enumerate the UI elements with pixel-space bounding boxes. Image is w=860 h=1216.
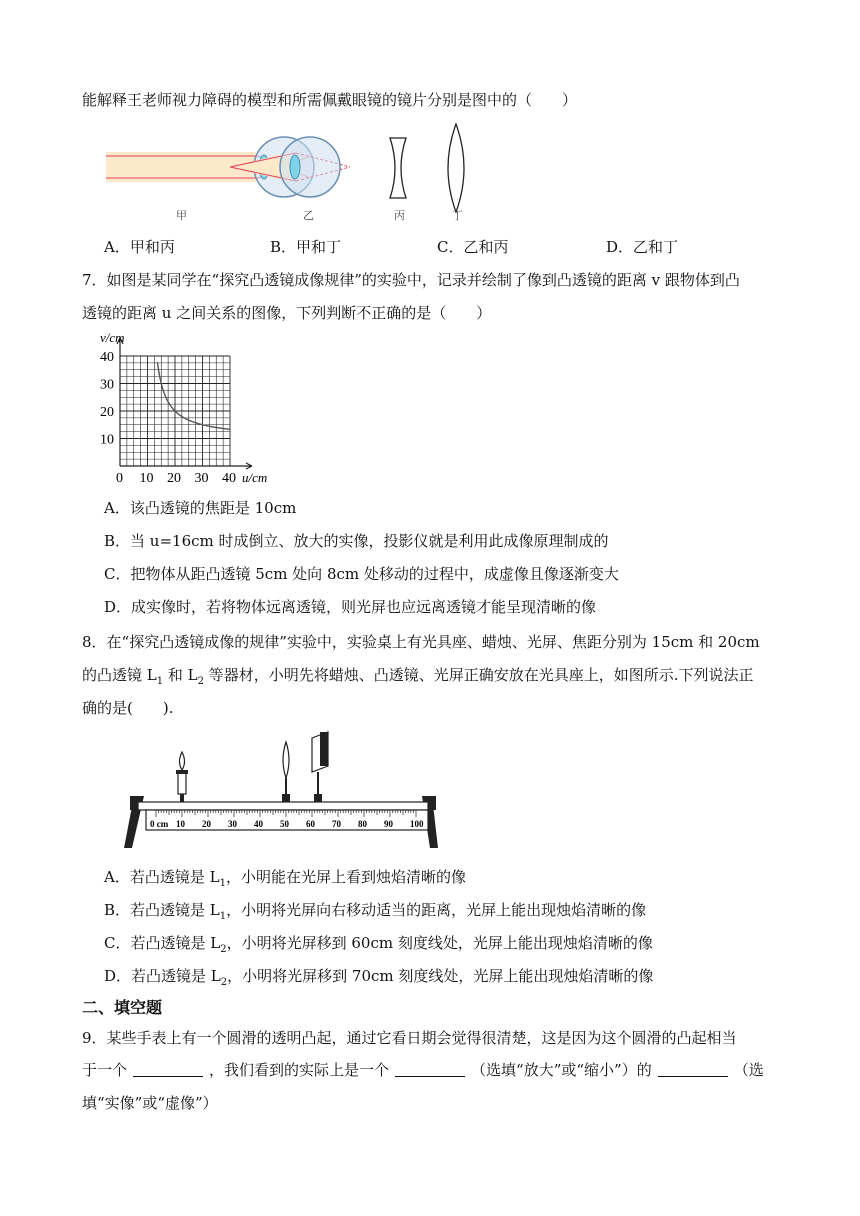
q8-option-b: B．若凸透镜是 $L_1$，小明将光屏向右移动适当的距离，光屏上能出现烛焰清晰的像 — [104, 901, 647, 922]
bench-tick-label: 50 — [280, 819, 289, 829]
q8-stem-line1: 8．在“探究凸透镜成像的规律”实验中，实验桌上有光具座、蜡烛、光屏、焦距分别为 15cm 和 20cm — [82, 633, 760, 651]
q6-option-b: B．甲和丁 — [270, 238, 342, 256]
q7-option-d: D．成实像时，若将物体远离透镜，则光屏也应远离透镜才能呈现清晰的像 — [104, 598, 597, 616]
chart-x-tick-label: 30 — [194, 471, 209, 486]
chart-y-tick-label: 20 — [100, 405, 114, 420]
lens — [282, 742, 290, 802]
q9-stem-line1: 9．某些手表上有一个圆滑的透明凸起，通过它看日期会觉得很清楚，这是因为这个圆滑的凸起相当 — [82, 1029, 737, 1047]
candle — [176, 752, 188, 802]
q9-blank-2[interactable] — [395, 1062, 465, 1077]
q7-stem-line2: 透镜的距离 u 之间关系的图像，下列判断不正确的是（ ） — [82, 304, 492, 322]
chart-y-label: v/cm — [100, 330, 125, 345]
q8-option-c: C．若凸透镜是 $L_2$，小明将光屏移到 60cm 刻度线处，光屏上能出现烛焰清晰的像 — [104, 934, 653, 955]
chart-y-tick-label: 30 — [100, 377, 114, 393]
optical-bench-figure — [120, 730, 440, 852]
chart-x-ticks — [116, 471, 236, 486]
q7-option-a: A．该凸透镜的焦距是 10cm — [104, 499, 297, 517]
bench-tick-label: 100 — [410, 819, 424, 829]
convex-lens-ding — [448, 124, 464, 212]
q9-blank-3[interactable] — [658, 1062, 728, 1077]
eye-diagram-yi — [230, 137, 350, 197]
bench-rail-top — [138, 802, 428, 810]
q6-option-a: A．甲和丙 — [104, 238, 175, 256]
bench-tick-label: 20 — [202, 819, 211, 829]
q9-stem-line2: 于一个 ，我们看到的实际上是一个 （选填“放大”或“缩小”）的 （选 — [82, 1061, 764, 1079]
chart-axes — [117, 338, 252, 469]
bench-tick-label: 80 — [358, 819, 367, 829]
q6-stem: 能解释王老师视力障碍的模型和所需佩戴眼镜的镜片分别是图中的（ ） — [82, 91, 578, 109]
chart-x-tick-label: 40 — [222, 471, 236, 486]
bench-tick-label: 10 — [176, 819, 185, 829]
chart-x-label: u/cm — [242, 470, 268, 485]
fig-label-ding: 丁 — [452, 209, 463, 222]
q8-stem-line2: 的凸透镜 $L_1$ 和 $L_2$ 等器材，小明先将蜡烛、凸透镜、光屏正确安放在光具座上，如图所示.下列说法正 — [82, 666, 754, 687]
bench-tick-label: 40 — [254, 819, 263, 829]
q6-option-c: C．乙和丙 — [437, 238, 509, 256]
q7-stem-line1: 7．如图是某同学在“探究凸透镜成像规律”的实验中，记录并绘制了像到凸透镜的距离 v 跟物体到凸 — [82, 271, 740, 289]
chart-x-tick-label: 10 — [139, 471, 154, 486]
q8-option-a: A．若凸透镜是 $L_1$，小明能在光屏上看到烛焰清晰的像 — [104, 868, 466, 889]
uv-chart — [90, 328, 290, 490]
chart-x-tick-label: 0 — [116, 471, 123, 486]
section-title-fill-in: 二、填空题 — [82, 998, 163, 1017]
fig-label-bing: 丙 — [394, 209, 405, 222]
fig-label-jia: 甲 — [176, 209, 187, 222]
bench-tick-label: 70 — [332, 819, 341, 829]
q7-option-b: B．当 u=16cm 时成倒立、放大的实像，投影仪就是利用此成像原理制成的 — [104, 532, 609, 550]
chart-y-tick-label: 10 — [100, 432, 114, 448]
bench-tick-label: 30 — [228, 819, 237, 829]
bench-tick-label: 90 — [384, 819, 393, 829]
q8-option-d: D．若凸透镜是 $L_2$，小明将光屏移到 70cm 刻度线处，光屏上能出现烛焰清晰的像 — [104, 967, 654, 988]
q9-stem-line3: 填“实像”或“虚像”） — [82, 1094, 218, 1112]
q8-stem-line3: 确的是( ). — [82, 699, 174, 717]
q7-option-c: C．把物体从距凸透镜 5cm 处向 8cm 处移动的过程中，成虚像且像逐渐变大 — [104, 565, 619, 583]
q6-figure — [100, 120, 500, 224]
q9-blank-1[interactable] — [133, 1062, 203, 1077]
q6-option-d: D．乙和丁 — [606, 238, 679, 256]
chart-x-tick-label: 20 — [167, 471, 181, 486]
light-screen — [312, 732, 328, 802]
chart-y-ticks — [100, 350, 114, 448]
concave-lens-bing — [390, 138, 406, 198]
bench-tick-label: 60 — [306, 819, 315, 829]
bench-tick-label: 0 cm — [150, 819, 169, 829]
chart-y-tick-label: 40 — [100, 350, 114, 365]
fig-label-yi: 乙 — [303, 209, 314, 222]
